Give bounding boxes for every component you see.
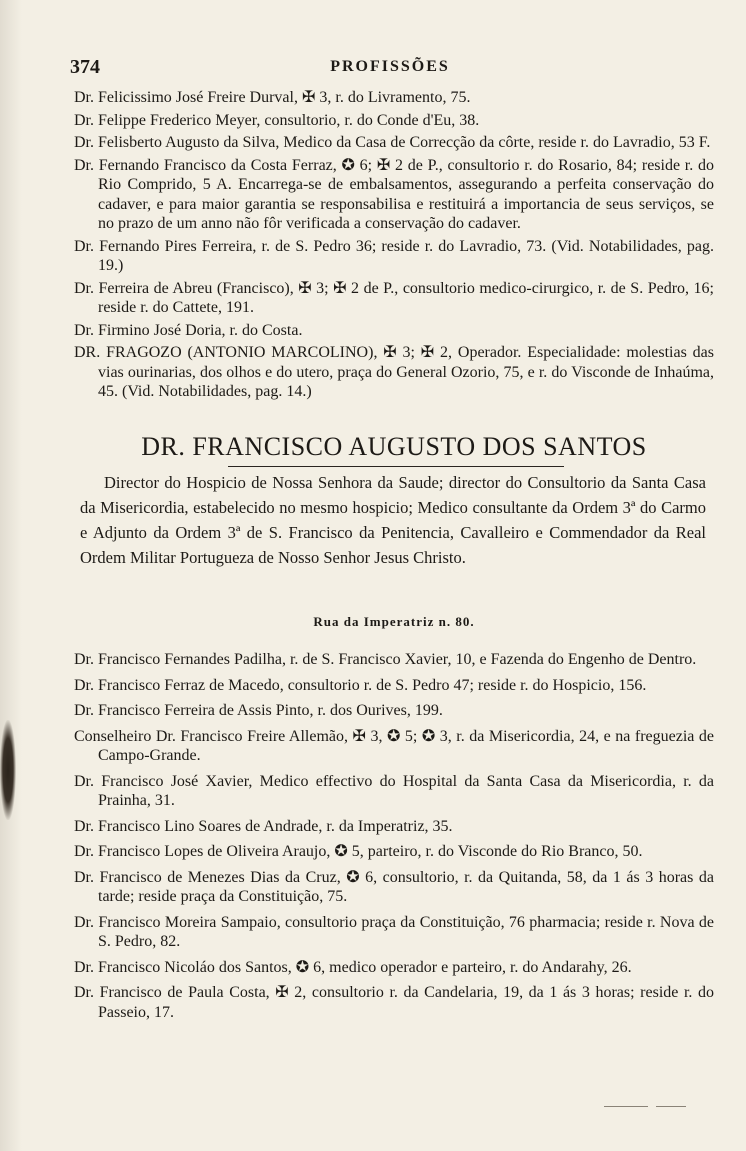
directory-entry: Dr. Francisco de Paula Costa, ✠ 2, consultorio r. da Candelaria, 19, da 1 ás 3 horas; reside r. do Passeio, 17. — [74, 984, 714, 1021]
directory-entry: Dr. Francisco de Menezes Dias da Cruz, ✪ 6, consultorio, r. da Quitanda, 58, da 1 ás 3 horas da tarde; reside praça da Constituição, 75. — [74, 868, 714, 905]
directory-entry: Dr. Francisco Fernandes Padilha, r. de S. Francisco Xavier, 10, e Fazenda do Engenho de Dentro. — [74, 651, 697, 668]
entries-bottom — [74, 650, 714, 1028]
running-title: PROFISSÕES — [330, 58, 450, 75]
ink-blot — [0, 720, 16, 820]
feature-underline — [228, 466, 564, 467]
directory-entry: Dr. Francisco José Xavier, Medico effectivo do Hospital da Santa Casa da Misericordia, r. da Prainha, 31. — [74, 772, 714, 809]
directory-entry: Dr. Francisco Moreira Sampaio, consultorio praça da Constituição, 76 pharmacia; reside r. Nova de S. Pedro, 82. — [74, 913, 714, 950]
directory-entry: Dr. Francisco Nicoláo dos Santos, ✪ 6, medico operador e parteiro, r. do Andarahy, 26. — [74, 958, 632, 976]
directory-entry: Dr. Felicissimo José Freire Durval, ✠ 3, r. do Livramento, 75. — [74, 89, 471, 106]
directory-entry: Dr. Francisco Ferreira de Assis Pinto, r. dos Ourives, 199. — [74, 702, 443, 719]
directory-entry: Dr. Felippe Frederico Meyer, consultorio, r. do Conde d'Eu, 38. — [74, 111, 480, 129]
feature-address: Rua da Imperatriz n. 80. — [313, 614, 475, 629]
directory-entry: Dr. Francisco Lino Soares de Andrade, r. da Imperatriz, 35. — [74, 817, 453, 835]
feature-description: Director do Hospicio de Nossa Senhora da Saude; director do Consultorio da Santa Casa da Misericordia, estabelecido no mesmo hospicio; Medico consultante da Ordem 3ª do Carmo e Adjunto da Ordem 3ª de S. Francisco da Penitencia, Cavalleiro e Commendador da Real Ordem Militar Portugueza de Nosso Senhor Jesus Christo. — [80, 473, 706, 567]
feature-heading: DR. FRANCISCO AUGUSTO DOS SANTOS — [141, 432, 647, 461]
directory-entry: Dr. Francisco Ferraz de Macedo, consultorio r. de S. Pedro 47; reside r. do Hospicio, 156. — [74, 676, 647, 694]
directory-entry: DR. FRAGOZO (ANTONIO MARCOLINO), ✠ 3; ✠ 2, Operador. Especialidade: molestias das vias ourinarias, dos olhos e do utero, praça do General Ozorio, 75, e r. do Visconde de Inhaúma, 45. (Vid. Notabilidades, pag. 14.) — [74, 344, 714, 400]
end-rule — [604, 1106, 648, 1107]
page-header — [70, 56, 710, 82]
directory-entry: Dr. Felisberto Augusto da Silva, Medico da Casa de Correcção da côrte, reside r. do Lavradio, 53 F. — [74, 134, 711, 151]
page-number: 374 — [70, 56, 100, 78]
directory-entry: Dr. Fernando Francisco da Costa Ferraz, ✪ 6; ✠ 2 de P., consultorio r. do Rosario, 84; reside r. do Rio Comprido, 5 A. Encarrega-se de embalsamentos, assegurando a perfeita conservação do cadaver, e para maior garantia se responsabilisa e restituirá a importancia de seus serviços, se no prazo de um anno não fôr verificada a conservação do cadaver. — [74, 156, 714, 232]
end-rule — [656, 1106, 686, 1107]
entries-top — [74, 88, 714, 405]
directory-entry: Dr. Fernando Pires Ferreira, r. de S. Pedro 36; reside r. do Lavradio, 73. (Vid. Notabilidades, pag. 19.) — [74, 237, 714, 274]
directory-entry: Dr. Francisco Lopes de Oliveira Araujo, ✪ 5, parteiro, r. do Visconde do Rio Branco, 50. — [74, 843, 643, 860]
directory-entry: Conselheiro Dr. Francisco Freire Allemão, ✠ 3, ✪ 5; ✪ 3, r. da Misericordia, 24, e na freguezia de Campo-Grande. — [74, 727, 714, 764]
directory-entry: Dr. Firmino José Doria, r. do Costa. — [74, 321, 303, 339]
page-edge-shadow — [0, 0, 22, 1151]
directory-entry: Dr. Ferreira de Abreu (Francisco), ✠ 3; ✠ 2 de P., consultorio medico-cirurgico, r. de S. Pedro, 16; reside r. do Cattete, 191. — [74, 279, 714, 316]
